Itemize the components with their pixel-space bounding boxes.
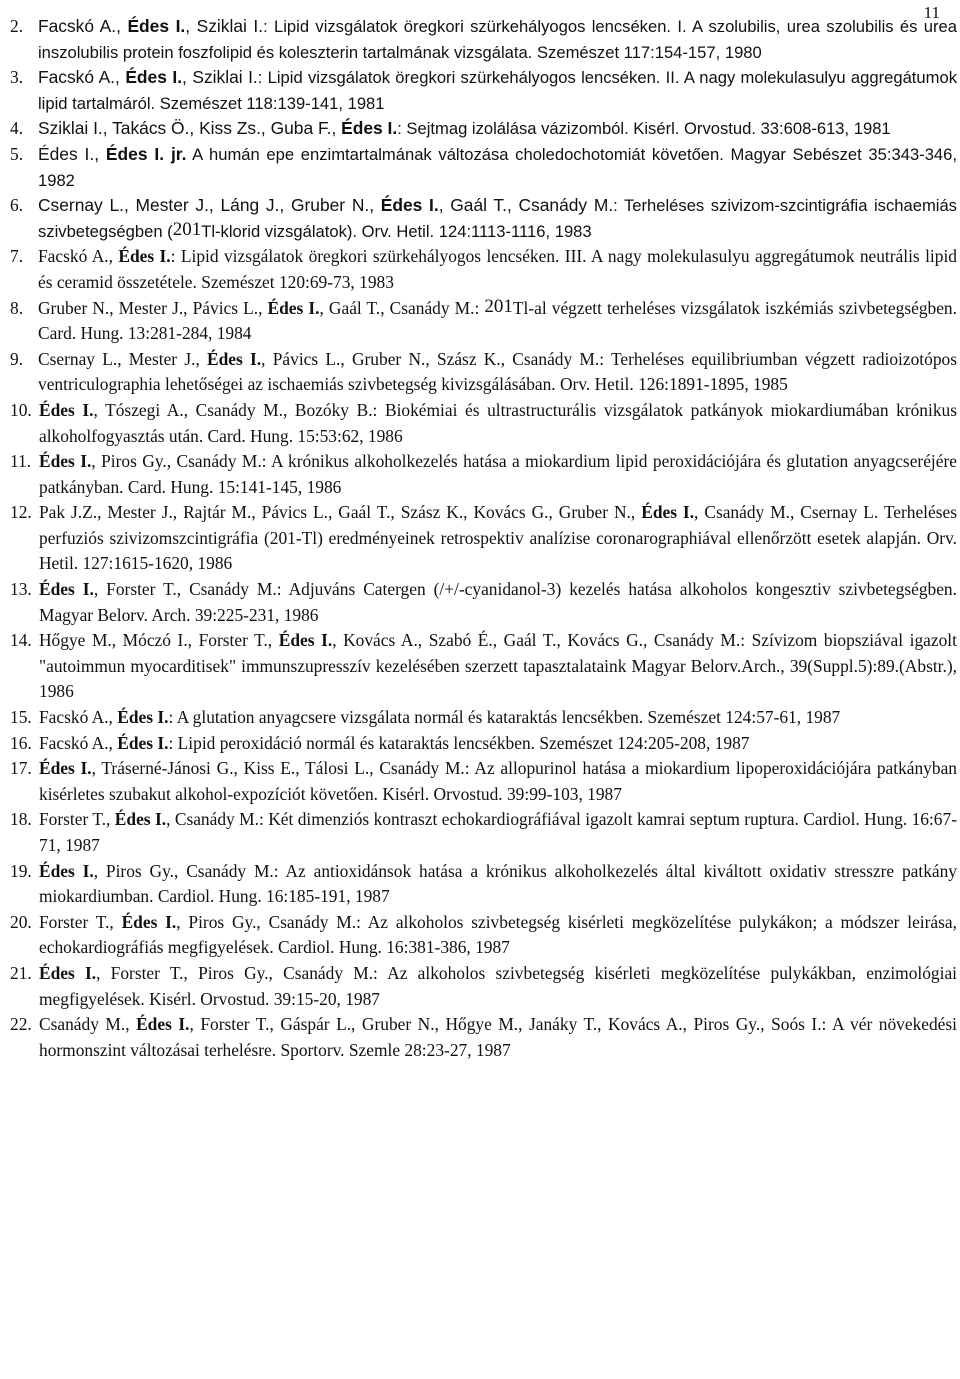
reference-item xyxy=(10,116,957,142)
highlighted-author: Édes I. xyxy=(278,630,333,651)
reference-text: , Csanády M., Csernay L. Terheléses perfuziós szivizomszcintigráfia (201-Tl) eredményeinek retrospektiv analízise coronarographiával ellenőrzött esetek alapján. Orv. Hetil. 127:1615-1620, 1986 xyxy=(39,502,957,574)
reference-item xyxy=(10,500,957,577)
reference-text: Csernay L., Mester J., xyxy=(38,348,208,369)
reference-item xyxy=(10,193,957,244)
reference-number: 3. xyxy=(10,67,24,88)
reference-number: 21. xyxy=(10,962,32,983)
reference-text: Facskó A., xyxy=(39,732,118,753)
reference-text: , Tószegi A., Csanády M., Bozóky B.: Biokémiai és ultrastructurális vizsgálatok patkányok miokardiumában krónikus alkoholfogyasztás után. Card. Hung. 15:53:62, 1986 xyxy=(39,399,957,446)
reference-item xyxy=(10,142,957,193)
reference-number: 2. xyxy=(10,16,24,36)
reference-text: , Tráserné-Jánosi G., Kiss E., Tálosi L., Csanády M.: Az allopurinol hatása a miokardium lipoperoxidációjára patkányban kisérletes szubakut alkohol-expozíciót követően. Kisérl. Orvostud. 39:99-103, 1987 xyxy=(39,758,957,804)
reference-text: : Lipid vizsgálatok öregkori szürkehályogos lencséken. III. A nagy molekulasulyu aggregátumok neutrális lipid és ceramid összetétele. Szemészet 120:69-73, 1983 xyxy=(38,246,957,292)
reference-text: , Piros Gy., Csanády M.: A krónikus alkoholkezelés hatása a miokardium lipid peroxidációjára és glutation anyagcseréjére patkányban. Card. Hung. 15:141-145, 1986 xyxy=(39,451,957,497)
highlighted-author: Édes I. xyxy=(118,246,171,267)
reference-text: Csanády M., xyxy=(39,1014,137,1035)
reference-text: , Piros Gy., Csanády M.: Az alkoholos szivbetegség kisérleti megközelítése pulykákon; a módszer leirása, echokardiográfiás megfigyelések. Cardiol. Hung. 16:381-386, 1987 xyxy=(39,911,957,958)
isotope-mass-number: 201 xyxy=(484,295,513,317)
highlighted-author: Édes I. xyxy=(341,118,398,139)
reference-authors: Facskó A., xyxy=(38,67,126,88)
reference-item xyxy=(10,398,957,449)
highlighted-author: Édes I. xyxy=(136,1014,190,1035)
reference-authors: , Sziklai I. xyxy=(182,67,258,88)
reference-item xyxy=(10,628,957,705)
reference-item xyxy=(10,449,957,500)
reference-number: 20. xyxy=(10,911,32,932)
reference-title: : Sejtmag izolálása vázizomból. Kisérl. Orvostud. 33:608-613, 1981 xyxy=(397,119,891,139)
reference-title: A humán epe enzimtartalmának változása choledochotomiát követően. Magyar Sebészet 35:343-346, 1982 xyxy=(38,144,957,190)
reference-text: Forster T., xyxy=(39,911,122,932)
reference-item xyxy=(10,244,957,295)
highlighted-author: Édes I. xyxy=(207,348,262,369)
reference-text: Facskó A., xyxy=(39,707,118,728)
highlighted-author: Édes I. xyxy=(39,860,94,881)
reference-number: 18. xyxy=(10,809,32,830)
reference-text: , Csanády M.: Két dimenziós kontraszt echokardiográfiával igazolt kamrai septum ruptura. Cardiol. Hung. 16:67-71, 1987 xyxy=(39,809,957,855)
reference-authors: Facskó A., xyxy=(38,16,128,36)
highlighted-author: Édes I. xyxy=(39,451,92,472)
reference-text: Gruber N., Mester J., Pávics L., xyxy=(38,297,268,318)
reference-text: Pak J.Z., Mester J., Rajtár M., Pávics L., Gaál T., Szász K., Kovács G., Gruber N., xyxy=(39,502,642,523)
reference-text: Hőgye M., Móczó I., Forster T., xyxy=(39,630,279,651)
reference-text: : Lipid peroxidáció normál és kataraktás lencsékben. Szemészet 124:205-208, 1987 xyxy=(168,732,750,753)
reference-title: Tl-klorid vizsgálatok). Orv. Hetil. 124:1113-1116, 1983 xyxy=(201,221,592,241)
reference-number: 15. xyxy=(10,707,32,728)
reference-number: 6. xyxy=(10,195,24,216)
reference-text: , Gaál T., Csanády M.: xyxy=(319,297,485,318)
reference-item xyxy=(10,1012,957,1063)
highlighted-author: Édes I. xyxy=(39,758,92,779)
reference-item xyxy=(10,859,957,910)
reference-number: 14. xyxy=(10,630,32,651)
reference-text: : A glutation anyagcsere vizsgálata normál és kataraktás lencsékben. Szemészet 124:57-61, 1987 xyxy=(168,707,841,728)
reference-authors: Csernay L., Mester J., Láng J., Gruber N., xyxy=(38,195,381,216)
reference-item xyxy=(10,577,957,628)
reference-text: Facskó A., xyxy=(38,246,119,267)
highlighted-author: Édes I. xyxy=(117,732,169,753)
reference-item xyxy=(10,756,957,807)
reference-item xyxy=(10,807,957,858)
reference-number: 19. xyxy=(10,860,32,881)
reference-item xyxy=(10,65,957,116)
reference-authors: Édes I., xyxy=(38,143,106,164)
reference-item xyxy=(10,14,957,65)
reference-text: , Pávics L., Gruber N., Szász K., Csanády M.: Terheléses equilibriumban végzett radioizotópos ventriculographia lehetőségei az ischaemiás szivbetegség kivizsgálásában. Orv. Hetil. 126:1891-1895, 1985 xyxy=(38,348,957,395)
reference-number: 22. xyxy=(10,1014,32,1035)
reference-number: 12. xyxy=(10,502,32,523)
reference-text: Forster T., xyxy=(39,809,115,830)
highlighted-author: Édes I. xyxy=(39,399,94,420)
reference-text: Tl-al végzett terheléses vizsgálatok iszkémiás szivbetegségben. Card. Hung. 13:281-284, 1984 xyxy=(38,297,957,344)
isotope-mass-number: 201 xyxy=(172,218,202,240)
highlighted-author: Édes I. xyxy=(121,911,177,932)
reference-number: 4. xyxy=(10,118,24,139)
reference-number: 13. xyxy=(10,579,32,600)
reference-text: , Forster T., Piros Gy., Csanády M.: Az alkoholos szivbetegség kisérleti megközelítése pulykákban, enzimológiai megfigyelések. Kisérl. Orvostud. 39:15-20, 1987 xyxy=(39,962,957,1009)
reference-title: : Lipid vizsgálatok öregkori szürkehályogos lencséken. I. A szolubilis, urea szolubilis és urea inszolubilis protein foszfolipid és koleszterin tartalmának vizsgálata. Szemészet 117:154-157, 1980 xyxy=(38,17,957,62)
highlighted-author: Édes I. xyxy=(641,502,695,523)
reference-number: 7. xyxy=(10,246,24,267)
reference-text: , Forster T., Csanády M.: Adjuváns Catergen (/+/-cyanidanol-3) kezelés hatása alkoholos kongesztiv szivbetegségben. Magyar Belorv. Arch. 39:225-231, 1986 xyxy=(39,579,957,625)
reference-authors: , Sziklai I. xyxy=(185,16,264,36)
highlighted-author: Édes I. xyxy=(105,143,165,164)
reference-title: : Lipid vizsgálatok öregkori szürkehályogos lencséken. II. A nagy molekulasulyu aggregátumok lipid tartalmáról. Szemészet 118:139-141, 1981 xyxy=(38,68,957,113)
reference-item xyxy=(10,910,957,961)
reference-item xyxy=(10,705,957,731)
reference-number: 11. xyxy=(10,451,32,472)
reference-number: 17. xyxy=(10,758,32,779)
reference-number: 8. xyxy=(10,297,24,318)
reference-item xyxy=(10,731,957,757)
highlighted-author: Édes I. xyxy=(267,297,320,318)
reference-item xyxy=(10,347,957,398)
reference-item xyxy=(10,296,957,347)
reference-item xyxy=(10,961,957,1012)
reference-list xyxy=(10,14,957,1063)
reference-authors: , Gaál T., Csanády M. xyxy=(438,195,614,216)
highlighted-author: Édes I. xyxy=(127,16,186,36)
reference-text: , Forster T., Gáspár L., Gruber N., Hőgye M., Janáky T., Kovács A., Piros Gy., Soós I.: A vér növekedési hormonszint változásai terhelésre. Sportorv. Szemle 28:23-27, 1987 xyxy=(39,1014,957,1060)
highlighted-author: Édes I. xyxy=(114,809,167,830)
page-number: 11 xyxy=(923,3,940,22)
highlighted-author: Édes I. xyxy=(39,579,94,600)
highlighted-author: Édes I. xyxy=(125,67,183,88)
reference-number: 10. xyxy=(10,399,32,420)
highlighted-author: Édes I. xyxy=(39,962,97,983)
reference-number: 9. xyxy=(10,348,24,369)
reference-number: 5. xyxy=(10,143,24,164)
highlighted-author: Édes I. xyxy=(117,707,169,728)
reference-text: , Piros Gy., Csanády M.: Az antioxidánsok hatása a krónikus alkoholkezelés által kiváltott oxidativ stresszre patkány miokardiumban. Cardiol. Hung. 16:185-191, 1987 xyxy=(39,860,957,907)
reference-authors: Sziklai I., Takács Ö., Kiss Zs., Guba F., xyxy=(38,118,342,139)
reference-title: : Terheléses szivizom-szcintigráfia ischaemiás szivbetegségben ( xyxy=(38,196,957,241)
reference-authors: jr. xyxy=(164,143,187,164)
reference-text: , Kovács A., Szabó É., Gaál T., Kovács G., Csanády M.: Szívizom biopsziával igazolt "autoimmun myocarditisek" immunszupresszív kezelésében szerzett tapasztalataink Magyar Belorv.Arch., 39(Suppl.5):89.(Abstr.), 1986 xyxy=(39,630,957,702)
highlighted-author: Édes I. xyxy=(380,195,439,216)
reference-number: 16. xyxy=(10,732,32,753)
